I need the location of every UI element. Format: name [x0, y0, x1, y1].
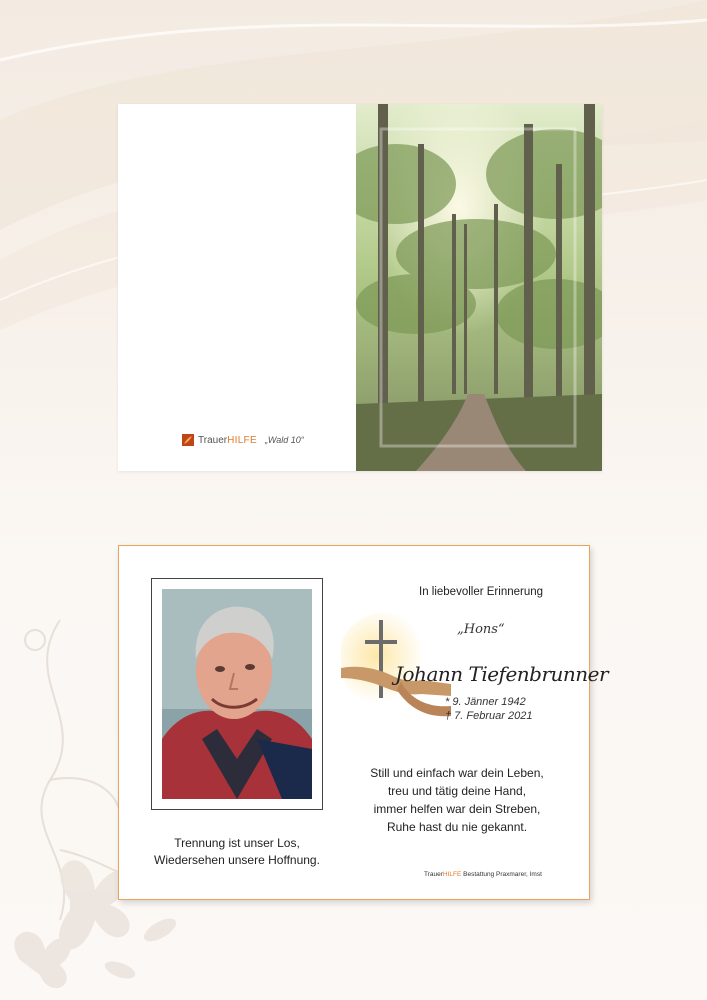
front-brand-row: [182, 434, 304, 446]
footer-brand-trauer: Trauer: [424, 871, 443, 878]
right-verse-line: immer helfen war dein Streben,: [373, 802, 541, 816]
model-label: „Wald 10“: [264, 435, 304, 445]
deceased-name: Johann Tiefenbrunner: [395, 662, 609, 686]
nickname: „Hons“: [457, 622, 505, 637]
footer-funeral-home: Bestattung Praxmarer, Imst: [463, 871, 542, 878]
footer-brand: [424, 871, 542, 878]
forest-cover-image: [356, 104, 602, 471]
memory-heading: In liebevoller Erinnerung: [419, 586, 544, 598]
right-verse: [359, 764, 555, 836]
right-verse-line: treu und tätig deine Hand,: [387, 784, 527, 798]
right-verse-line: Still und einfach war dein Leben,: [370, 766, 544, 780]
front-card-back-panel: [118, 104, 356, 471]
birth-date: * 9. Jänner 1942: [445, 696, 526, 708]
portrait-photo: [162, 589, 312, 799]
portrait-frame: [151, 578, 323, 810]
left-verse-line: Trennung ist unser Los,: [174, 836, 300, 850]
right-verse-line: Ruhe hast du nie gekannt.: [386, 820, 528, 834]
left-verse-line: Wiedersehen unsere Hoffnung.: [154, 853, 320, 867]
trauerhilfe-logo-icon: [182, 434, 194, 446]
left-verse: [141, 835, 333, 869]
death-date: † 7. Februar 2021: [445, 710, 533, 722]
front-card: [118, 104, 602, 471]
inner-card: [118, 545, 609, 900]
brand-trauer-text: Trauer: [198, 434, 228, 446]
footer-brand-hilfe: HILFE: [442, 871, 462, 878]
brand-hilfe-text: HILFE: [227, 434, 257, 446]
